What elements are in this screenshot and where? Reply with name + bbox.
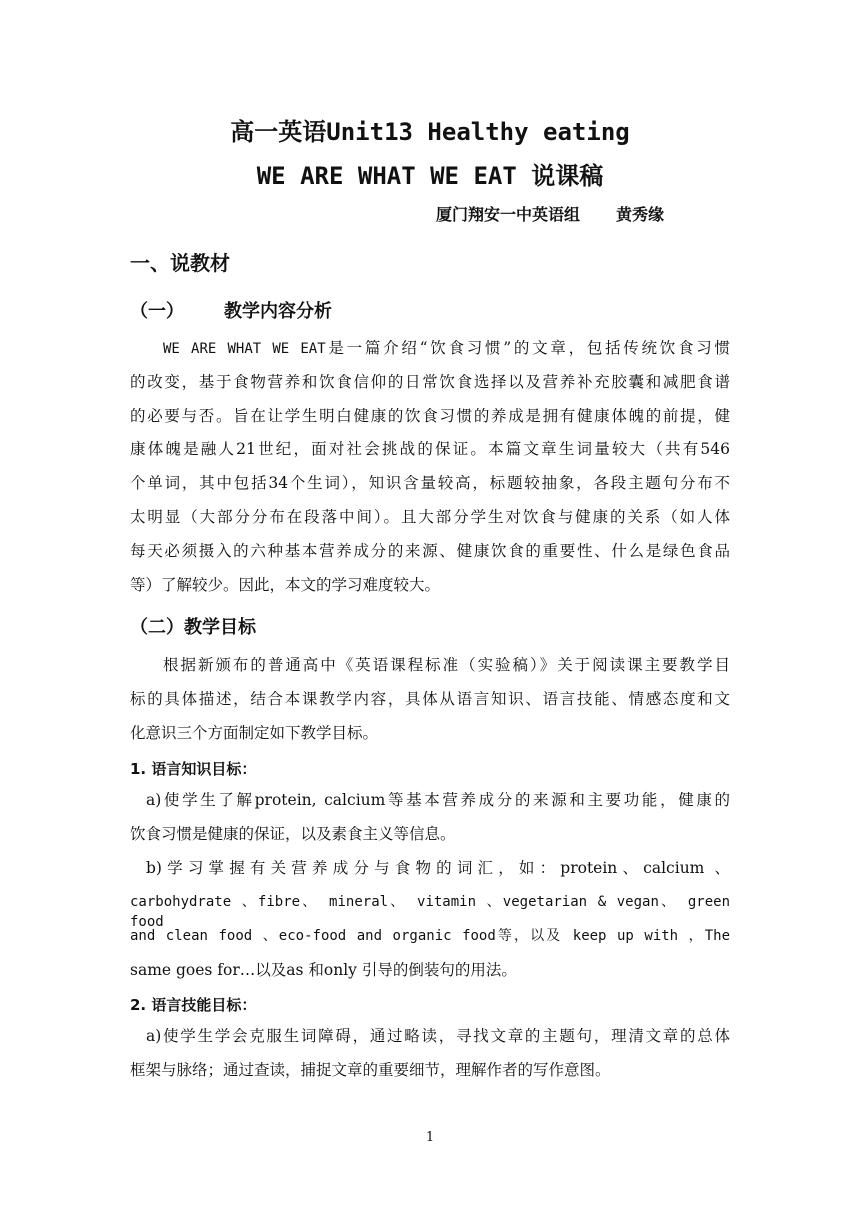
paragraph-line: 化意识三个方面制定如下教学目标。 (130, 724, 379, 742)
paragraph-line: WE ARE WHAT WE EAT是一篇介绍“饮食习惯”的文章，包括传统饮食习惯 (163, 339, 730, 357)
goal-item-line: same goes for…以及as 和only 引导的倒装句的用法。 (130, 961, 517, 979)
goal-heading-language-skills: 2. 语言技能目标： (130, 996, 257, 1014)
subsection-heading-content-analysis (130, 297, 332, 323)
document-title-line1: 高一英语Unit13 Healthy eating (230, 118, 630, 146)
goal-item-line: and clean food 、eco-food and organic food等，以及 keep up with ，The (130, 928, 730, 944)
author-school: 厦门翔安一中英语组 (436, 205, 581, 224)
document-title-line2: WE ARE WHAT WE EAT 说课稿 (256, 162, 604, 190)
paragraph-line: 太明显（大部分分布在段落中间）。且大部分学生对饮食与健康的关系（如人体 (130, 508, 730, 526)
goal-item-line: 饮食习惯是健康的保证，以及素食主义等信息。 (130, 825, 456, 843)
paragraph-line: 等）了解较少。因此，本文的学习难度较大。 (130, 576, 441, 594)
paragraph-line: 根据新颁布的普通高中《英语课程标准（实验稿）》关于阅读课主要教学目 (163, 656, 730, 674)
goal-item-line: 框架与脉络；通过查读，捕捉文章的重要细节，理解作者的写作意图。 (130, 1061, 611, 1079)
goal-item-line: carbohydrate 、fibre、 mineral、 vitamin 、vegetarian & vegan、 green food (130, 894, 730, 930)
goal-item-line: a)使学生学会克服生词障碍，通过略读，寻找文章的主题句，理清文章的总体 (146, 1027, 730, 1045)
goal-item-line: a)使学生了解protein, calcium等基本营养成分的来源和主要功能，健康的 (146, 791, 730, 809)
page-number: 1 (425, 1130, 435, 1145)
author-name: 黄秀缘 (616, 205, 665, 224)
paragraph-line: 每天必须摄入的六种基本营养成分的来源、健康饮食的重要性、什么是绿色食品 (130, 542, 730, 560)
goal-heading-language-knowledge: 1. 语言知识目标： (130, 760, 257, 778)
author-line (436, 202, 664, 225)
paragraph-line: 的必要与否。旨在让学生明白健康的饮食习惯的养成是拥有健康体魄的前提，健 (130, 407, 730, 425)
paragraph-line: 个单词，其中包括34个生词），知识含量较高，标题较抽象，各段主题句分布不 (130, 474, 730, 492)
paragraph-line: 标的具体描述，结合本课教学内容，具体从语言知识、语言技能、情感态度和文 (130, 690, 730, 708)
section-heading-textbook: 一、说教材 (130, 251, 230, 275)
subsection-heading-teaching-goals: （二）教学目标 (130, 617, 256, 638)
paragraph-line: 康体魄是融人21世纪，面对社会挑战的保证。本篇文章生词量较大（共有546 (130, 440, 730, 458)
subsection-number: （一） (130, 301, 184, 322)
paragraph-line: 的改变，基于食物营养和饮食信仰的日常饮食选择以及营养补充胶囊和减肥食谱 (130, 373, 730, 391)
goal-item-line: b)学习掌握有关营养成分与食物的词汇，如：protein、calcium 、 (146, 859, 730, 877)
subsection-title: 教学内容分析 (224, 301, 332, 322)
